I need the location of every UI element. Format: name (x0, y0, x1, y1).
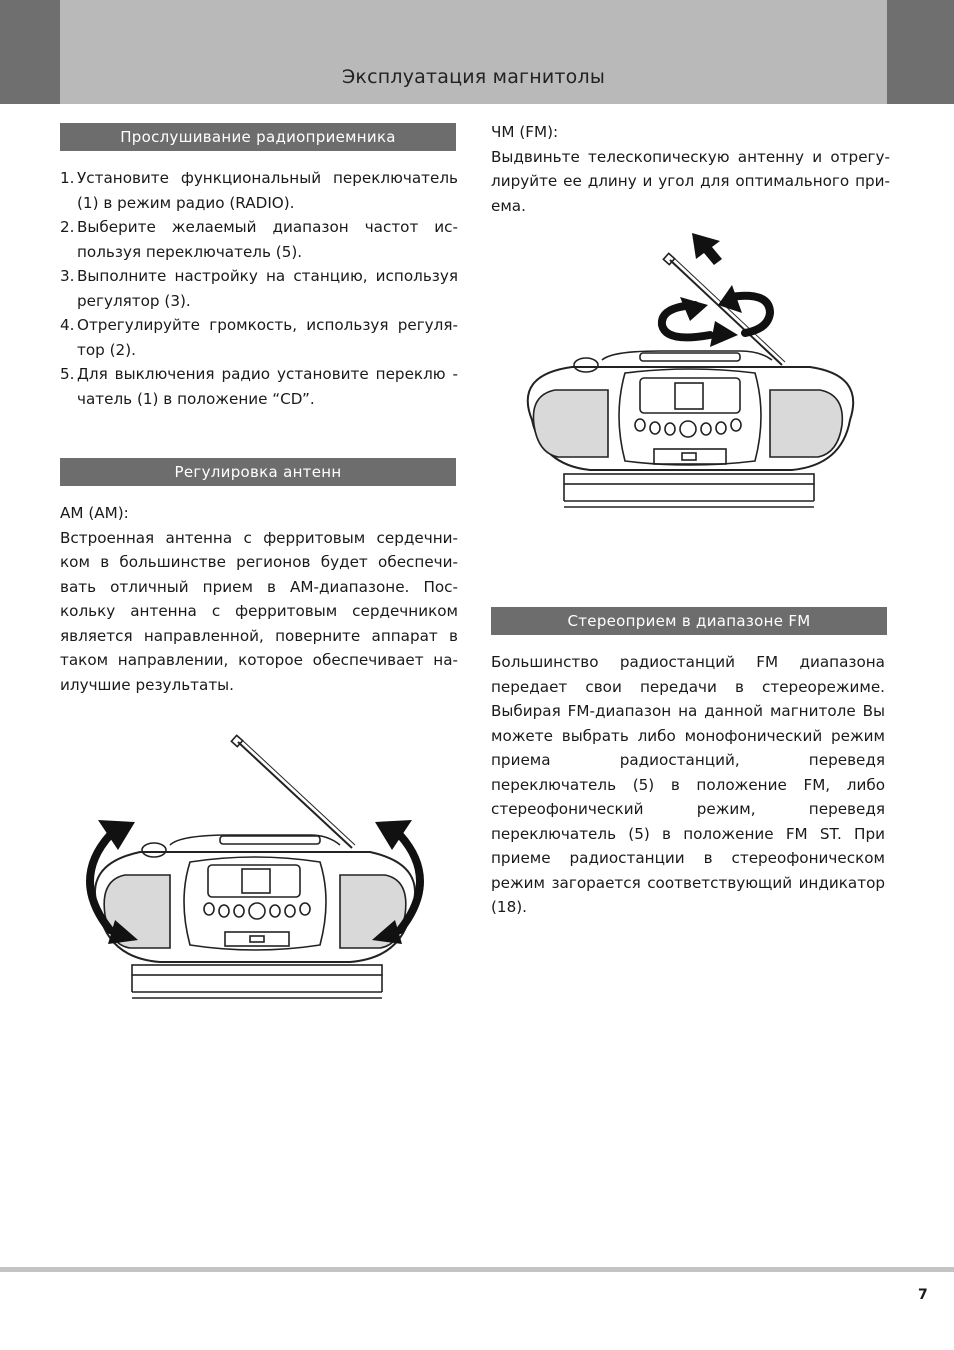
am-text: Встроенная антенна с ферритовым сердечни-ком в большинстве регионов будет обеспечи-вать отличный прием в АМ-диапазоне. Пос-кольку антенна с ферритовым сердечником является направленной, поверните аппарат в таком направлении, которое обеспечивает на-илучшие результаты. (60, 528, 458, 694)
list-item: 1. Установите функциональный переключатель (1) в режим радио (RADIO). (60, 169, 458, 212)
page-title: Эксплуатация магнитолы (341, 66, 606, 88)
section-title-radio: Прослушивание радиоприемника (60, 123, 456, 151)
header-band (60, 0, 887, 104)
header-edge-right (887, 0, 954, 104)
boombox-antenna-illustration (520, 225, 860, 520)
list-item: 2. Выберите желаемый диапазон частот ис-пользуя переключатель (5). (60, 218, 458, 261)
section-title-antenna: Регулировка антенн (60, 458, 456, 486)
fm-block (491, 120, 890, 218)
radio-steps (60, 166, 458, 411)
footer-divider (0, 1267, 954, 1272)
list-item: 4. Отрегулируйте громкость, используя регуля-тор (2). (60, 316, 458, 359)
list-item: 3. Выполните настройку на станцию, используя регулятор (3). (60, 267, 458, 310)
boombox-rotate-illustration (70, 730, 440, 1005)
header-edge-left (0, 0, 60, 104)
stereo-text: Большинство радиостанций FM диапазона передает свои передачи в стереорежиме. Выбирая FM-диапазон на данной магнитоле Вы можете выбрать либо монофонический режим приема радиостанций, переведя переключатель (5) в положение FM, либо стереофонический режим, переведя переключатель (5) в положение FM ST. При приеме радиостанции в стереофоническом режим загорается соответствующий индикатор (18). (491, 653, 885, 916)
am-heading: АМ (AM): (60, 504, 129, 522)
fm-heading: ЧМ (FM): (491, 123, 559, 141)
section-title-stereo: Стереоприем в диапазоне FM (491, 607, 887, 635)
fm-text: Выдвиньте телескопическую антенну и отрегу-лируйте ее длину и угол для оптимального при-ема. (491, 147, 890, 215)
list-item: 5. Для выключения радио установите переклю - чатель (1) в положение “CD”. (60, 365, 458, 408)
am-block (60, 501, 458, 697)
page-number: 7 (918, 1287, 928, 1303)
